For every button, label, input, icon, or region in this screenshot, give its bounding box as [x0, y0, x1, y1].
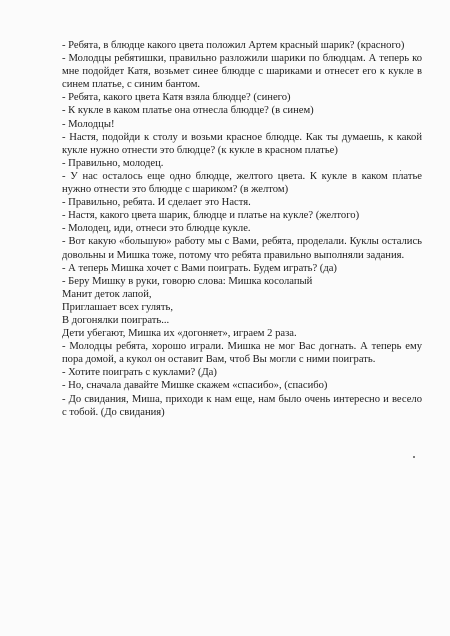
paragraph: - Ребята, в блюдце какого цвета положил Артем красный шарик? (красного)	[62, 40, 405, 51]
paragraph: - Правильно, ребята. И сделает это Настя.	[62, 197, 251, 209]
paragraph: - Молодцы ребята, хорошо играли. Мишка не мог Вас догнать. А теперь ему пора домой, а кукол он оставит Вам, чтоб Вы могли с ними поиграть.	[62, 341, 422, 366]
paragraph: - Беру Мишку в руки, говорю слова: Мишка косолапый	[62, 275, 313, 287]
paragraph: - Молодцы!	[62, 118, 115, 130]
document-text	[62, 39, 422, 419]
paragraph: - Молодец, иди, отнеси это блюдце кукле.	[62, 223, 251, 235]
paragraph: - Настя, подойди к столу и возьми красное блюдце. Как ты думаешь, к какой кукле нужно отнести это блюдце? (к кукле в красном платье)	[62, 131, 422, 156]
paragraph: - Правильно, молодец.	[62, 157, 164, 169]
paragraph: - Настя, какого цвета шарик, блюдце и платье на кукле? (желтого)	[62, 210, 360, 222]
paragraph: Дети убегают, Мишка их «догоняет», играем 2 раза.	[62, 328, 297, 340]
paragraph: - А теперь Мишка хочет с Вами поиграть. Будем играть? (да)	[62, 262, 337, 274]
poem-line: Манит деток лапой,	[62, 288, 152, 300]
paragraph: - Вот какую «большую» работу мы с Вами, ребята, проделали. Куклы остались довольны и Мишка тоже, потому что ребята правильно выполняли задания.	[62, 236, 422, 261]
paragraph: - До свидания, Миша, приходи к нам еще, нам было очень интересно и весело с тобой. (До свидания)	[62, 393, 422, 418]
paragraph: - Молодцы ребятишки, правильно разложили шарики по блюдцам. А теперь ко мне подойдет Катя, возьмет синее блюдце с шариками и отнесет его к кукле в синем платье, с синим бантом.	[62, 53, 422, 91]
paragraph: - Ребята, какого цвета Катя взяла блюдце? (синего)	[62, 92, 291, 104]
poem-line: Приглашает всех гулять,	[62, 301, 173, 313]
paragraph: - К кукле в каком платье она отнесла блюдце? (в синем)	[62, 105, 314, 117]
paragraph: - У нас осталось еще одно блюдце, желтого цвета. К кукле в каком платье нужно отнести это блюдце с шариком? (в желтом)	[62, 170, 422, 196]
scan-speck	[400, 170, 401, 171]
scan-speck	[413, 456, 415, 458]
poem-line: В догонялки поиграть...	[62, 314, 170, 326]
paragraph: - Хотите поиграть с куклами? (Да)	[62, 367, 217, 379]
paragraph: - Но, сначала давайте Мишке скажем «спасибо», (спасибо)	[62, 380, 328, 392]
